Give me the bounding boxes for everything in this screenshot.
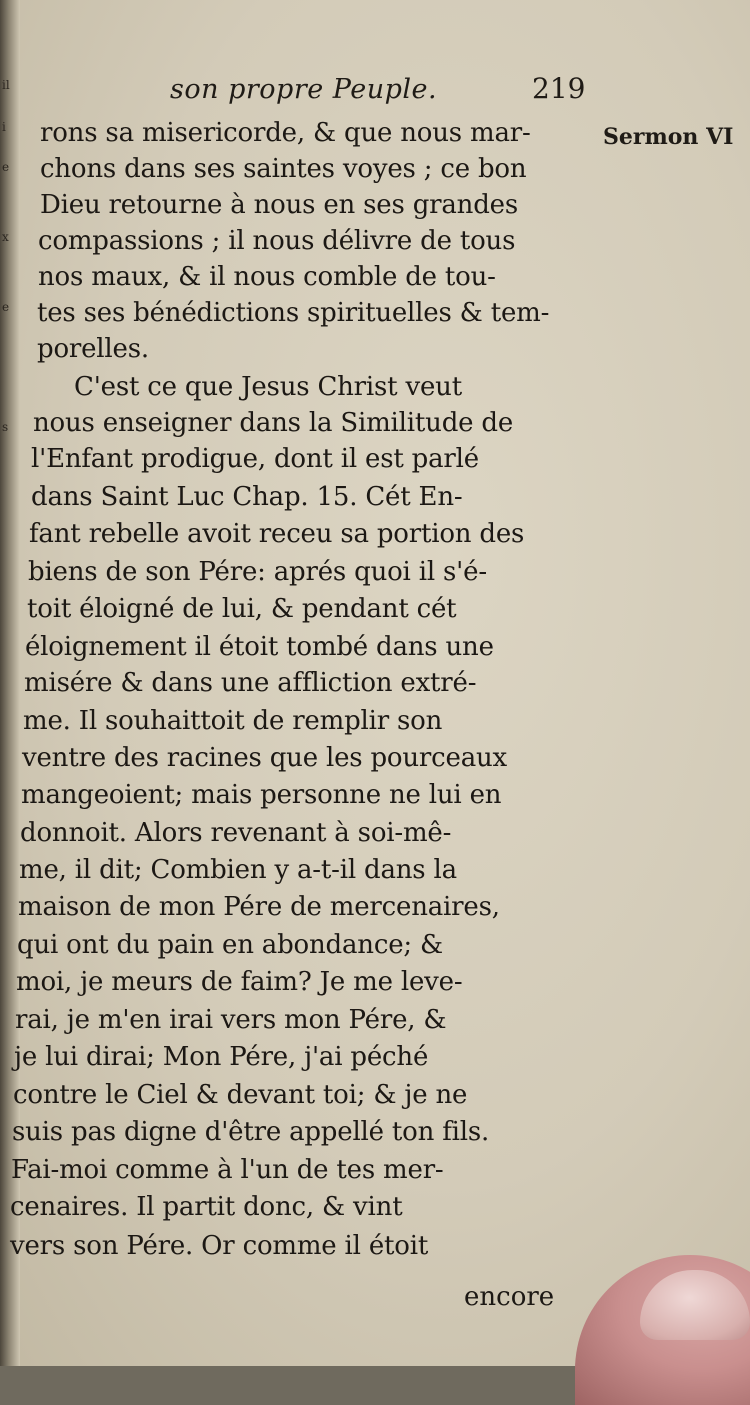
text-line: contre le Ciel & devant toi; & je ne <box>13 1080 468 1110</box>
text-line: qui ont du pain en abondance; & <box>17 930 443 960</box>
text-line: nos maux, & il nous comble de tou- <box>38 262 496 292</box>
text-line: porelles. <box>37 334 149 364</box>
text-line: misére & dans une affliction extré- <box>24 668 477 698</box>
text-line: me, il dit; Combien y a-t-il dans la <box>19 855 457 885</box>
text-line: mangeoient; mais personne ne lui en <box>21 780 502 810</box>
page-number: 219 <box>532 72 586 105</box>
running-head: son propre Peuple. <box>170 74 438 105</box>
spine-glyph: e <box>2 160 10 174</box>
text-line: tes ses bénédictions spirituelles & tem- <box>37 298 550 328</box>
text-line: ventre des racines que les pourceaux <box>22 743 508 773</box>
text-line: cenaires. Il partit donc, & vint <box>10 1192 403 1222</box>
spine-glyph: il <box>2 78 10 92</box>
text-line: Fai-moi comme à l'un de tes mer- <box>11 1155 444 1185</box>
text-line: moi, je meurs de faim? Je me leve- <box>16 967 463 997</box>
text-line: éloignement il étoit tombé dans une <box>25 632 494 662</box>
text-line: rons sa misericorde, & que nous mar- <box>40 118 531 148</box>
text-line: C'est ce que Jesus Christ veut <box>74 372 462 402</box>
text-line: chons dans ses saintes voyes ; ce bon <box>40 154 527 184</box>
spine-glyph: s <box>2 420 9 434</box>
spine-glyph: x <box>2 230 9 244</box>
text-line: dans Saint Luc Chap. 15. Cét En- <box>31 482 463 512</box>
text-line: me. Il souhaittoit de remplir son <box>23 706 443 736</box>
text-line: fant rebelle avoit receu sa portion des <box>29 519 525 549</box>
spine-glyph: e <box>2 300 10 314</box>
text-line: l'Enfant prodigue, dont il est parlé <box>31 444 479 474</box>
text-line: Dieu retourne à nous en ses grandes <box>40 190 518 220</box>
margin-note: Sermon VI <box>603 124 734 150</box>
text-line: compassions ; il nous délivre de tous <box>38 226 516 256</box>
spine-glyph: i <box>2 120 6 134</box>
text-line: toit éloigné de lui, & pendant cét <box>27 594 457 624</box>
text-line: biens de son Pére: aprés quoi il s'é- <box>28 557 487 587</box>
text-line: vers son Pére. Or comme il étoit <box>10 1231 429 1261</box>
text-line: je lui dirai; Mon Pére, j'ai péché <box>14 1042 429 1072</box>
text-line: maison de mon Pére de mercenaires, <box>18 892 500 922</box>
text-line: suis pas digne d'être appellé ton fils. <box>12 1117 490 1147</box>
catchword: encore <box>464 1282 555 1312</box>
text-line: donnoit. Alors revenant à soi-mê- <box>20 818 452 848</box>
text-line: rai, je m'en irai vers mon Pére, & <box>15 1005 447 1035</box>
text-line: nous enseigner dans la Similitude de <box>33 408 514 438</box>
